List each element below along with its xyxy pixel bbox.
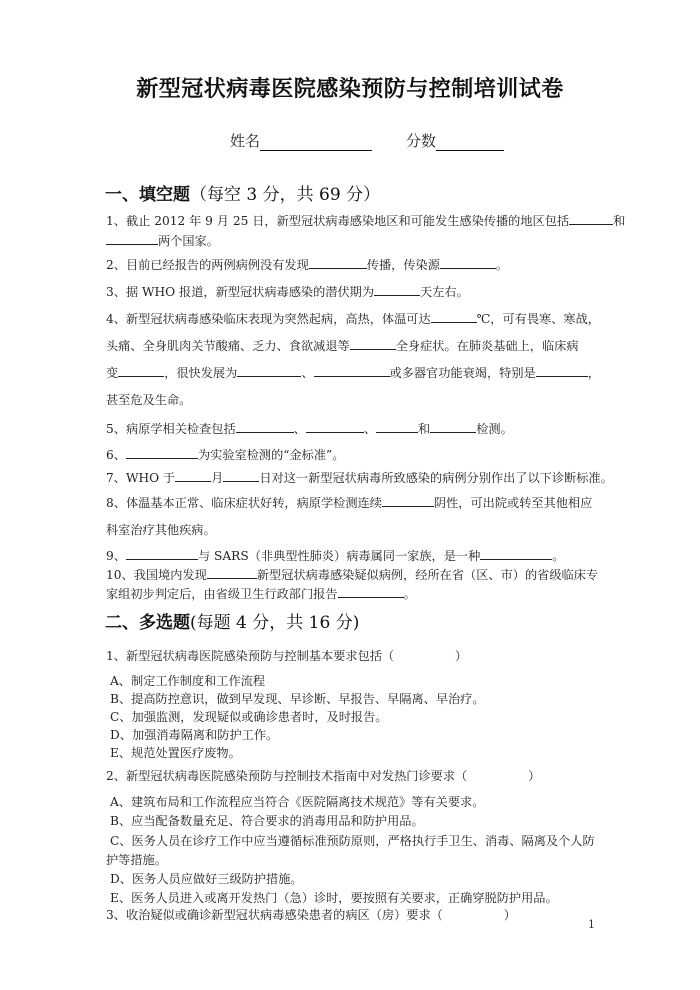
question-text: 和 [418,422,431,436]
question-text: 新型冠状病毒感染疑似病例，经所在省（区、市）的省级临床专 [256,568,599,582]
question-4-line-4 [106,391,598,408]
answer-blank[interactable] [118,364,164,377]
question-text: 与 SARS（非典型性肺炎）病毒属同一家族，是一种 [197,549,481,563]
question-text: 、 [363,422,377,436]
question-text: 全身症状。在肺炎基础上，临床病 [395,339,579,353]
question-4-line-3 [106,364,598,381]
question-9 [106,547,598,564]
question-7 [106,469,613,486]
section-heading-multiple-choice [105,608,359,633]
question-text: 。 [552,549,565,563]
name-label: 姓名 [230,132,261,150]
answer-blank[interactable] [536,364,588,377]
question-2 [106,256,598,273]
mc-question-2: 2、新型冠状病毒医院感染预防与控制技术指南中对发热门诊要求（ ） [106,769,541,783]
question-text: 阴性，可出院或转至其他相应 [433,496,593,510]
question-text: 、 [293,422,306,436]
answer-blank[interactable] [306,420,364,433]
question-text: 传播，传染源 [366,258,440,272]
section-note: (每题 4 分，共 16 分) [190,613,360,633]
question-text: ， [587,366,600,380]
question-text: 和 [613,214,626,228]
section-heading-fill-blank [105,180,380,205]
answer-blank[interactable] [480,547,552,560]
mc-option[interactable]: B、应当配备数量充足、符合要求的消毒用品和防护用品。 [110,814,424,828]
score-field[interactable] [436,134,504,151]
mc-option[interactable]: D、医务人员应做好三级防护措施。 [110,872,303,886]
answer-blank-month[interactable] [175,469,211,482]
section-title: 二、多选题 [105,613,190,633]
question-text: 4、新型冠状病毒感染临床表现为突然起病，高热，体温可达 [106,312,431,326]
mc-option[interactable]: B、提高防控意识，做到早发现、早诊断、早报告、早隔离、早治疗。 [110,692,485,706]
question-text: 9、 [106,549,126,563]
answer-blank[interactable] [431,310,477,323]
question-4-line-1 [106,310,598,327]
question-8-line-1 [106,494,598,511]
mc-option-continuation: 护等措施。 [106,853,167,867]
question-text: ℃，可有畏寒、寒战， [476,312,600,326]
question-text: 、 [301,366,314,380]
question-text: 8、体温基本正常、临床症状好转，病原学检测连续 [106,496,382,510]
question-text: 3、据 WHO 报道，新型冠状病毒感染的潜伏期为 [106,285,375,299]
question-text: 。 [403,587,416,601]
question-4-line-2 [106,337,598,354]
mc-option[interactable]: D、加强消毒隔离和防护工作。 [110,728,279,742]
question-text: 6、 [106,448,126,462]
question-text: 两个国家。 [158,234,219,248]
answer-blank[interactable] [314,364,390,377]
mc-option[interactable]: A、制定工作制度和工作流程 [110,674,266,688]
mc-option[interactable]: C、加强监测，发现疑似或确诊患者时，及时报告。 [110,710,388,724]
question-10-line-2 [106,585,598,602]
question-text: 家组初步判定后，由省级卫生行政部门报告 [106,587,338,601]
question-10-line-1 [106,566,598,583]
answer-blank[interactable] [440,256,496,269]
question-text: 5、病原学相关检查包括 [106,422,236,436]
mc-question-1: 1、新型冠状病毒医院感染预防与控制基本要求包括（ ） [106,649,468,663]
document-title: 新型冠状病毒医院感染预防与控制培训试卷 [136,76,564,102]
question-text: 头痛、全身肌肉关节酸痛、乏力、食欲减退等 [106,339,350,353]
answer-blank[interactable] [237,364,301,377]
question-6 [106,446,598,463]
answer-blank[interactable] [382,494,434,507]
question-text: 检测。 [476,422,513,436]
question-text: 1、截止 2012 年 9 月 25 日，新型冠状病毒感染地区和可能发生感染传播的地区包括 [106,214,570,228]
question-3 [106,283,598,300]
answer-blank[interactable] [126,547,198,560]
question-text: 月 [211,471,224,485]
question-1-line-2 [106,232,598,249]
answer-blank[interactable] [309,256,367,269]
question-text: 10、我国境内发现 [106,568,207,582]
answer-blank[interactable] [126,446,198,459]
question-8-line-2 [106,521,598,538]
question-text: 科室治疗其他疾病。 [106,523,216,537]
section-title: 一、填空题 [105,185,190,205]
mc-option[interactable]: E、规范处置医疗废物。 [110,746,241,760]
answer-blank[interactable] [374,283,420,296]
question-1-line-1 [106,212,626,229]
page-number: 1 [588,918,595,931]
question-5 [106,420,598,437]
question-text: 为实验室检测的“金标准”。 [197,448,345,462]
name-field[interactable] [260,134,372,151]
mc-option[interactable]: E、医务人员进入或离开发热门（急）诊时，要按照有关要求，正确穿脱防护用品。 [110,891,558,905]
question-text: 甚至危及生命。 [106,393,192,407]
question-text: ，很快发展为 [164,366,238,380]
question-text: 变 [106,366,119,380]
score-label: 分数 [406,132,437,150]
question-text: 7、WHO 于 [106,471,176,485]
answer-blank[interactable] [236,420,294,433]
mc-option[interactable]: A、建筑布局和工作流程应当符合《医院隔离技术规范》等有关要求。 [110,795,485,809]
name-score-line [230,130,504,151]
question-text: 或多器官功能衰竭，特别是 [389,366,536,380]
answer-blank[interactable] [106,232,158,245]
question-text: 2、目前已经报告的两例病例没有发现 [106,258,309,272]
answer-blank[interactable] [376,420,418,433]
answer-blank[interactable] [207,566,257,579]
mc-question-3: 3、收治疑似或确诊新型冠状病毒感染患者的病区（房）要求（ ） [106,908,516,922]
answer-blank[interactable] [350,337,396,350]
answer-blank[interactable] [569,212,613,225]
mc-option[interactable]: C、医务人员在诊疗工作中应当遵循标准预防原则，严格执行手卫生、消毒、隔离及个人防 [110,834,595,848]
question-text: 日对这一新型冠状病毒所致感染的病例分别作出了以下诊断标准。 [259,471,613,485]
question-text: 。 [495,258,509,272]
answer-blank[interactable] [430,420,476,433]
question-text: 天左右。 [420,285,469,299]
answer-blank[interactable] [338,585,404,598]
answer-blank-day[interactable] [223,469,259,482]
section-note: （每空 3 分，共 69 分） [190,185,381,205]
